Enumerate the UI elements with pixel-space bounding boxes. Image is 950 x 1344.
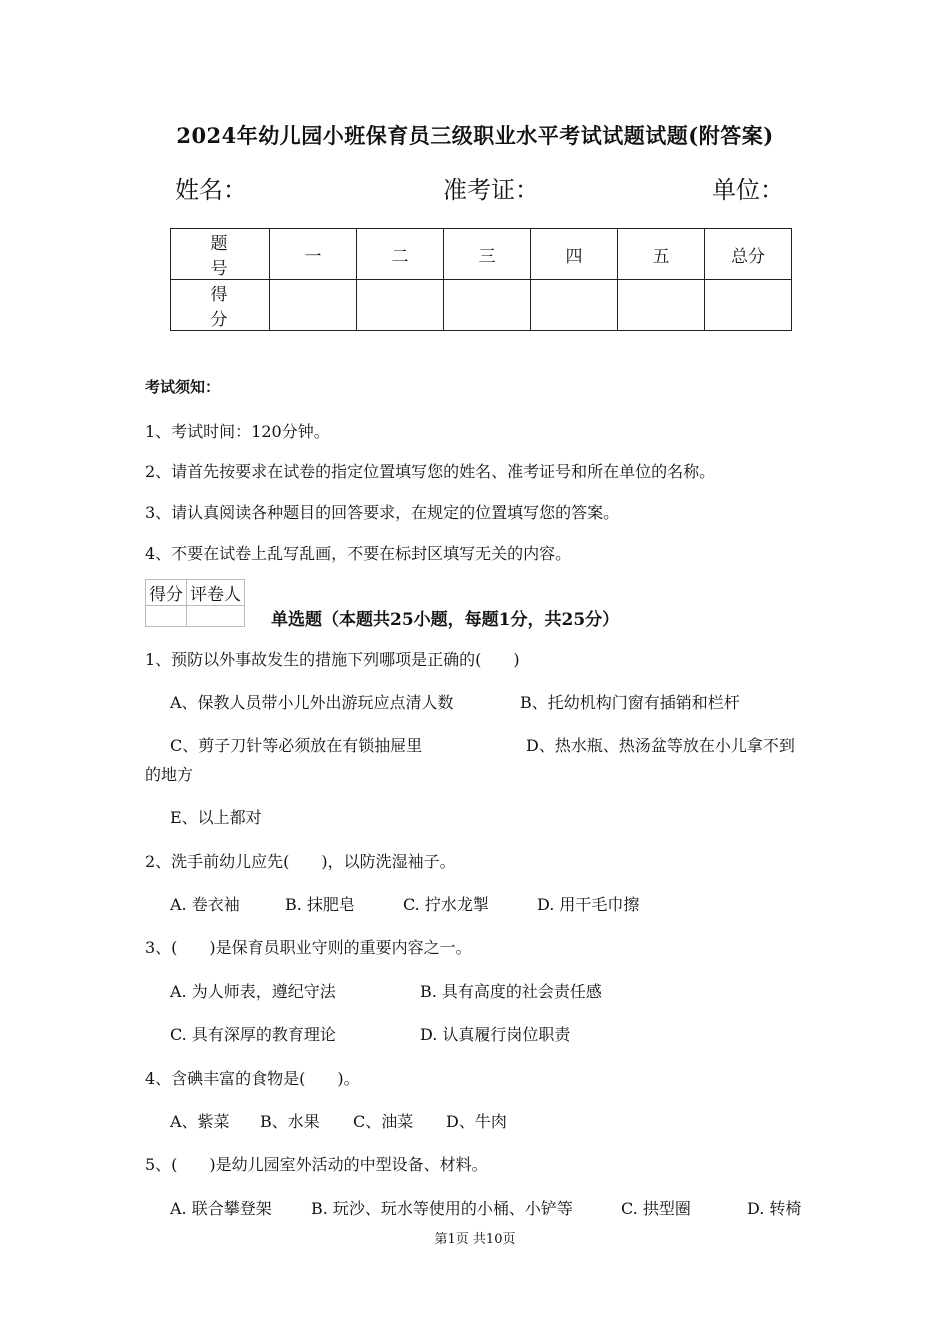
page-footer: 第1页 共10页 — [434, 1232, 516, 1247]
question-option-continuation: 的地方 — [145, 765, 194, 784]
question-option: D. 认真履行岗位职责 — [420, 1025, 571, 1044]
score-table-col-total: 总分 — [705, 229, 792, 280]
question-option: D、牛肉 — [446, 1112, 507, 1131]
question-option: D. 用干毛巾擦 — [537, 895, 640, 914]
question-option: B. 玩沙、玩水等使用的小桶、小铲等 — [311, 1199, 573, 1218]
grader-reviewer-label: 评卷人 — [187, 580, 245, 606]
question-option: C、油菜 — [353, 1112, 414, 1131]
question-option: B. 抹肥皂 — [285, 895, 355, 914]
score-table-col-1: 一 — [270, 229, 357, 280]
document-title: 2024年幼儿园小班保育员三级职业水平考试试题试题(附答案) — [176, 123, 774, 148]
grader-box — [145, 579, 245, 627]
section-title: 单选题（本题共25小题，每题1分，共25分） — [271, 610, 620, 630]
question-option: B、水果 — [260, 1112, 320, 1131]
notice-item: 1、考试时间：120分钟。 — [145, 422, 330, 441]
question-option: D. 转椅 — [747, 1199, 802, 1218]
notice-item: 2、请首先按要求在试卷的指定位置填写您的姓名、准考证号和所在单位的名称。 — [145, 462, 716, 481]
question-option: A、保教人员带小儿外出游玩应点清人数 — [170, 693, 454, 712]
question-option: C. 具有深厚的教育理论 — [170, 1025, 336, 1044]
question-stem: 2、洗手前幼儿应先( )，以防洗湿袖子。 — [145, 852, 456, 871]
score-table-col-4: 四 — [531, 229, 618, 280]
question-option: A. 卷衣袖 — [170, 895, 240, 914]
name-field-label: 姓名： — [175, 176, 247, 204]
score-table-col-5: 五 — [618, 229, 705, 280]
score-cell-4[interactable] — [531, 280, 618, 331]
score-table-col-3: 三 — [444, 229, 531, 280]
unit-field-label: 单位： — [712, 176, 784, 204]
question-option: A. 为人师表，遵纪守法 — [170, 982, 336, 1001]
question-stem: 5、( )是幼儿园室外活动的中型设备、材料。 — [145, 1155, 488, 1174]
question-option: B、托幼机构门窗有插销和栏杆 — [520, 693, 740, 712]
score-table — [170, 228, 792, 331]
notice-item: 4、不要在试卷上乱写乱画，不要在标封区填写无关的内容。 — [145, 544, 572, 563]
score-cell-3[interactable] — [444, 280, 531, 331]
question-option: B. 具有高度的社会责任感 — [420, 982, 602, 1001]
score-table-header-label: 题 号 — [171, 229, 270, 280]
question-option: C、剪子刀针等必须放在有锁抽屉里 — [170, 736, 423, 755]
question-option: E、以上都对 — [170, 808, 262, 827]
score-cell-2[interactable] — [357, 280, 444, 331]
score-cell-5[interactable] — [618, 280, 705, 331]
question-stem: 4、含碘丰富的食物是( )。 — [145, 1069, 360, 1088]
grader-score-cell[interactable] — [146, 606, 187, 627]
question-stem: 1、预防以外事故发生的措施下列哪项是正确的( ) — [145, 650, 520, 669]
score-cell-1[interactable] — [270, 280, 357, 331]
question-option: C. 拧水龙掣 — [403, 895, 489, 914]
score-table-header-row — [171, 229, 792, 280]
score-table-col-2: 二 — [357, 229, 444, 280]
question-option: A、紫菜 — [170, 1112, 230, 1131]
notice-heading: 考试须知： — [145, 378, 221, 396]
question-option: C. 拱型圈 — [621, 1199, 691, 1218]
grader-score-label: 得分 — [146, 580, 187, 606]
question-option: A. 联合攀登架 — [170, 1199, 272, 1218]
notice-item: 3、请认真阅读各种题目的回答要求，在规定的位置填写您的答案。 — [145, 503, 620, 522]
score-cell-total[interactable] — [705, 280, 792, 331]
question-option: D、热水瓶、热汤盆等放在小儿拿不到 — [526, 736, 795, 755]
exam-number-field-label: 准考证： — [443, 176, 539, 204]
grader-reviewer-cell[interactable] — [187, 606, 245, 627]
score-table-score-row — [171, 280, 792, 331]
question-stem: 3、( )是保育员职业守则的重要内容之一。 — [145, 938, 472, 957]
score-table-score-label: 得 分 — [171, 280, 270, 331]
